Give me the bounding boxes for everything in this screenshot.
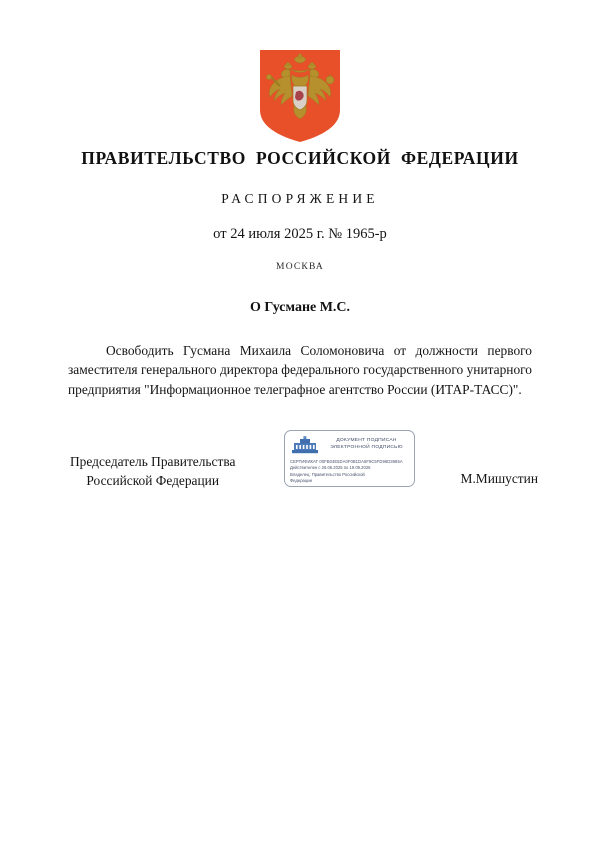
signatory-position-line-1: Председатель Правительства bbox=[70, 454, 236, 469]
document-date-number: от 24 июля 2025 г. № 1965-р bbox=[213, 226, 387, 242]
document-header bbox=[0, 148, 600, 272]
signatory-position bbox=[70, 452, 235, 490]
document-subject: О Гусмане М.С. bbox=[249, 300, 351, 315]
emblem-container bbox=[0, 50, 600, 142]
stamp-owner-line-1: Владелец: Правительство Российской bbox=[290, 471, 365, 477]
russian-coat-of-arms-icon bbox=[260, 50, 340, 142]
document-type: РАСПОРЯЖЕНИЕ bbox=[221, 191, 379, 206]
document-city: МОСКВА bbox=[276, 262, 324, 272]
stamp-heading bbox=[324, 435, 409, 452]
signatory-name: М.Мишустин bbox=[460, 471, 538, 486]
stamp-heading-line-2: ЭЛЕКТРОННОЙ ПОДПИСЬЮ bbox=[330, 445, 403, 451]
government-building-icon bbox=[290, 435, 320, 455]
signatory-position-line-2: Российской Федерации bbox=[86, 473, 220, 488]
stamp-details bbox=[290, 459, 409, 485]
stamp-heading-line-1: ДОКУМЕНТ ПОДПИСАН bbox=[336, 438, 397, 443]
stamp-header-row bbox=[290, 435, 409, 457]
document-body bbox=[68, 341, 532, 399]
government-title: ПРАВИТЕЛЬСТВО РОССИЙСКОЙ ФЕДЕРАЦИИ bbox=[81, 148, 519, 168]
body-paragraph: Освободить Гусмана Михаила Соломоновича от должности первого заместителя генерального директора федерального государственного унитарного предприятия "Информационное телеграфное агентство России (ИТАР-ТАСС)". bbox=[68, 343, 532, 397]
stamp-owner-line-2: Федерации bbox=[290, 478, 312, 484]
stamp-validity: Действителен с 26.06.2025 по 19.09.2026 bbox=[290, 465, 371, 471]
stamp-certificate: СЕРТИФИКАТ 00FB04E5DA0F0B1DA5F9C5FD96D3985A bbox=[290, 459, 403, 464]
electronic-signature-stamp bbox=[284, 430, 415, 487]
